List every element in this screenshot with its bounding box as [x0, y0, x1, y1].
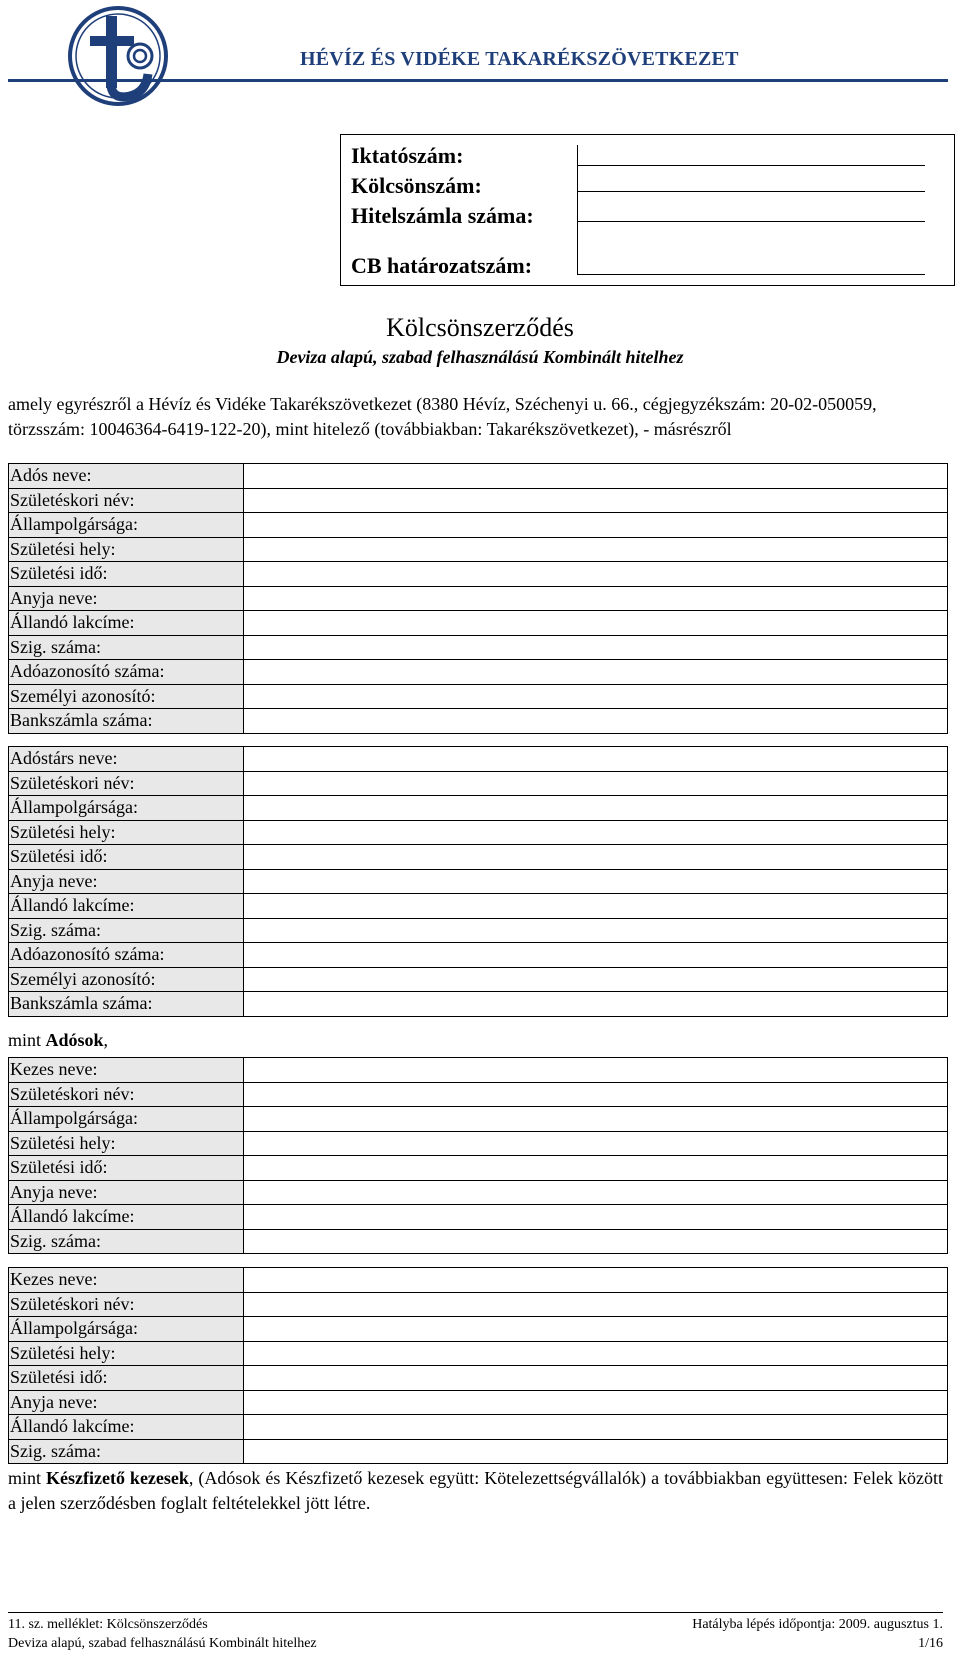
form-row: [9, 586, 948, 611]
form-row: [9, 918, 948, 943]
kezes-table-2: [8, 1267, 948, 1464]
form-row: [9, 1082, 948, 1107]
form-row: [9, 660, 948, 685]
field-label: Szig. száma:: [9, 1439, 244, 1464]
kolcsonszam-label: Kölcsönszám:: [351, 173, 482, 198]
field-value[interactable]: [244, 684, 948, 709]
form-row: [9, 1131, 948, 1156]
form-row: [9, 1366, 948, 1391]
form-row: [9, 1229, 948, 1254]
mint-prefix: mint: [8, 1030, 46, 1050]
field-value[interactable]: [244, 537, 948, 562]
form-row: [9, 611, 948, 636]
form-row: [9, 894, 948, 919]
field-value[interactable]: [244, 992, 948, 1017]
org-name: HÉVÍZ ÉS VIDÉKE TAKARÉKSZÖVETKEZET: [300, 48, 739, 70]
form-row: [9, 796, 948, 821]
adostars-table: [8, 746, 948, 1017]
form-row: [9, 747, 948, 772]
field-label: Állandó lakcíme:: [9, 611, 244, 636]
registration-box: [340, 134, 955, 286]
footer-left-1: 11. sz. melléklet: Kölcsönszerződés: [8, 1617, 208, 1632]
field-value[interactable]: [244, 820, 948, 845]
field-label: Születési idő:: [9, 1156, 244, 1181]
field-value[interactable]: [244, 747, 948, 772]
form-row: [9, 635, 948, 660]
field-label: Anyja neve:: [9, 586, 244, 611]
form-row: [9, 1107, 948, 1132]
field-value[interactable]: [244, 1341, 948, 1366]
form-row: [9, 992, 948, 1017]
field-label: Adóazonosító száma:: [9, 943, 244, 968]
field-value[interactable]: [244, 943, 948, 968]
field-label: Bankszámla száma:: [9, 709, 244, 734]
hitelszamla-field[interactable]: [577, 221, 925, 222]
field-value[interactable]: [244, 845, 948, 870]
field-label: Állandó lakcíme:: [9, 1415, 244, 1440]
field-value[interactable]: [244, 1439, 948, 1464]
footer-rule: [8, 1612, 943, 1613]
field-value[interactable]: [244, 513, 948, 538]
kolcsonszam-field[interactable]: [577, 191, 925, 192]
field-value[interactable]: [244, 1229, 948, 1254]
header-rule: [8, 79, 948, 82]
form-row: [9, 1156, 948, 1181]
field-label: Születéskori név:: [9, 771, 244, 796]
field-value[interactable]: [244, 1131, 948, 1156]
closing-paragraph: [8, 1466, 943, 1516]
form-row: [9, 1268, 948, 1293]
field-label: Születési hely:: [9, 1341, 244, 1366]
field-label: Kezes neve:: [9, 1268, 244, 1293]
field-label: Adós neve:: [9, 464, 244, 489]
field-value[interactable]: [244, 611, 948, 636]
footer-left-2: Deviza alapú, szabad felhasználású Kombinált hitelhez: [8, 1636, 317, 1651]
field-label: Személyi azonosító:: [9, 684, 244, 709]
field-value[interactable]: [244, 1156, 948, 1181]
document-title: Kölcsönszerződés: [386, 313, 574, 342]
page-header: [8, 4, 948, 112]
field-value[interactable]: [244, 488, 948, 513]
field-value[interactable]: [244, 1082, 948, 1107]
field-label: Állandó lakcíme:: [9, 894, 244, 919]
field-label: Születési hely:: [9, 820, 244, 845]
field-label: Adóazonosító száma:: [9, 660, 244, 685]
field-label: Szig. száma:: [9, 635, 244, 660]
field-label: Állampolgársága:: [9, 1317, 244, 1342]
field-value[interactable]: [244, 796, 948, 821]
kezes-table-1: [8, 1057, 948, 1254]
field-label: Kezes neve:: [9, 1058, 244, 1083]
form-row: [9, 1341, 948, 1366]
closing-suffix: , (Adósok és Készfizető kezesek együtt: Kötelezettségvállalók) a továbbiakban együttesen: Felek között a jelen szerződésben foglalt feltételekkel jött létre.: [8, 1468, 943, 1513]
form-row: [9, 967, 948, 992]
field-value[interactable]: [244, 1107, 948, 1132]
field-label: Születéskori név:: [9, 1082, 244, 1107]
field-label: Anyja neve:: [9, 1180, 244, 1205]
form-row: [9, 1292, 948, 1317]
field-value[interactable]: [244, 967, 948, 992]
field-label: Szig. száma:: [9, 1229, 244, 1254]
field-value[interactable]: [244, 1268, 948, 1293]
field-value[interactable]: [244, 869, 948, 894]
field-label: Születési hely:: [9, 1131, 244, 1156]
field-label: Születési idő:: [9, 845, 244, 870]
form-row: [9, 845, 948, 870]
mint-suffix: ,: [103, 1030, 109, 1050]
field-value[interactable]: [244, 464, 948, 489]
mint-adosok-text: [8, 1028, 108, 1052]
form-row: [9, 513, 948, 538]
form-row: [9, 488, 948, 513]
takarekszovetkezet-logo: [68, 4, 168, 110]
cb-hatarozatszam-label: CB határozatszám:: [351, 253, 533, 278]
form-row: [9, 562, 948, 587]
form-row: [9, 1205, 948, 1230]
field-value[interactable]: [244, 771, 948, 796]
field-value[interactable]: [244, 660, 948, 685]
document-subtitle: Deviza alapú, szabad felhasználású Kombinált hitelhez: [276, 347, 684, 367]
field-value[interactable]: [244, 1317, 948, 1342]
form-row: [9, 1415, 948, 1440]
iktatoszam-field[interactable]: [577, 165, 925, 166]
form-row: [9, 869, 948, 894]
field-label: Születési idő:: [9, 562, 244, 587]
form-row: [9, 684, 948, 709]
closing-prefix: mint: [8, 1468, 46, 1488]
form-row: [9, 537, 948, 562]
field-value[interactable]: [244, 586, 948, 611]
form-row: [9, 1180, 948, 1205]
field-value[interactable]: [244, 1415, 948, 1440]
field-label: Bankszámla száma:: [9, 992, 244, 1017]
adosok-bold: Adósok: [45, 1030, 104, 1050]
field-label: Adóstárs neve:: [9, 747, 244, 772]
field-label: Születéskori név:: [9, 1292, 244, 1317]
field-value[interactable]: [244, 635, 948, 660]
field-label: Szig. száma:: [9, 918, 244, 943]
form-row: [9, 709, 948, 734]
field-label: Állampolgársága:: [9, 1107, 244, 1132]
form-row: [9, 1390, 948, 1415]
iktatoszam-label: Iktatószám:: [351, 143, 464, 168]
form-row: [9, 464, 948, 489]
field-value[interactable]: [244, 709, 948, 734]
form-row: [9, 820, 948, 845]
footer-page-number: 1/16: [918, 1636, 943, 1651]
form-row: [9, 1058, 948, 1083]
field-label: Állampolgársága:: [9, 513, 244, 538]
field-label: Anyja neve:: [9, 1390, 244, 1415]
field-value[interactable]: [244, 1058, 948, 1083]
field-value[interactable]: [244, 562, 948, 587]
field-value[interactable]: [244, 1390, 948, 1415]
form-row: [9, 943, 948, 968]
field-value[interactable]: [244, 1292, 948, 1317]
field-label: Állandó lakcíme:: [9, 1205, 244, 1230]
field-label: Születési hely:: [9, 537, 244, 562]
field-value[interactable]: [244, 1180, 948, 1205]
field-label: Személyi azonosító:: [9, 967, 244, 992]
keszfizeto-kezesek-bold: Készfizető kezesek: [46, 1468, 189, 1488]
form-row: [9, 1439, 948, 1464]
field-value[interactable]: [244, 1366, 948, 1391]
hitelszamla-label: Hitelszámla száma:: [351, 203, 534, 228]
footer-right-1: Hatályba lépés időpontja: 2009. augusztus 1.: [692, 1617, 943, 1632]
field-value[interactable]: [244, 1205, 948, 1230]
field-label: Állampolgársága:: [9, 796, 244, 821]
form-row: [9, 771, 948, 796]
ados-table: [8, 463, 948, 734]
cb-hatarozatszam-field[interactable]: [577, 274, 925, 275]
field-label: Születéskori név:: [9, 488, 244, 513]
field-label: Születési idő:: [9, 1366, 244, 1391]
form-row: [9, 1317, 948, 1342]
field-value[interactable]: [244, 918, 948, 943]
field-value[interactable]: [244, 894, 948, 919]
intro-paragraph: amely egyrészről a Hévíz és Vidéke Takarékszövetkezet (8380 Hévíz, Széchenyi u. 66., cégjegyzékszám: 20-02-050059, törzsszám: 10046364-6419-122-20), mint hitelező (továbbiakban: Takarékszövetkezet), - másrészről: [8, 394, 877, 439]
field-label: Anyja neve:: [9, 869, 244, 894]
